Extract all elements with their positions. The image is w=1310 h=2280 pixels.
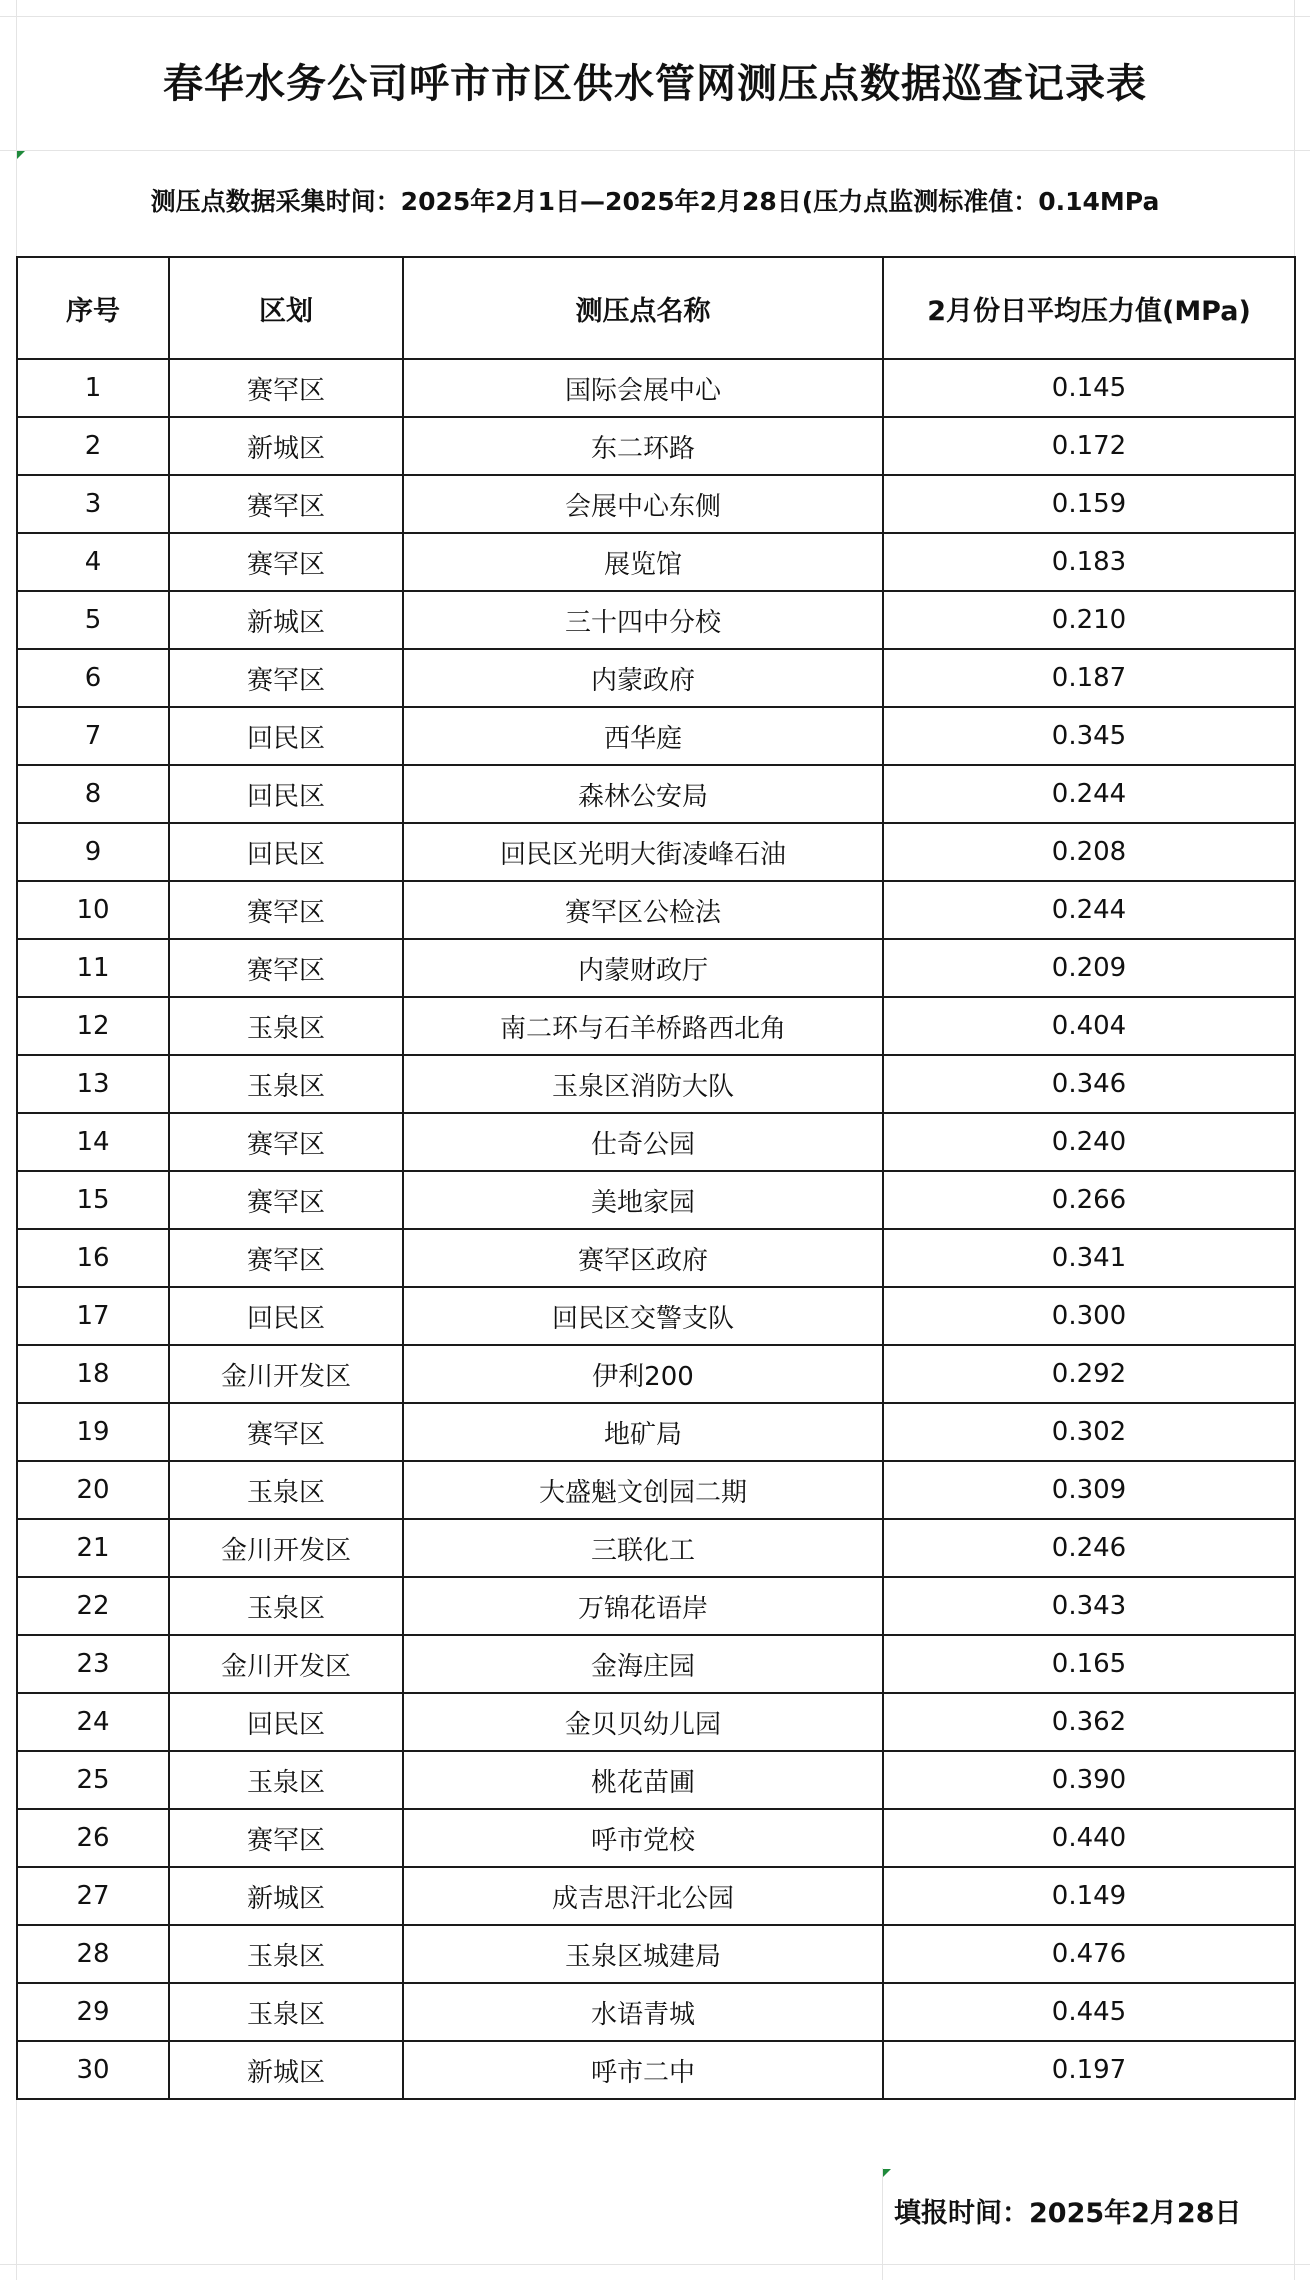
district-cell: 回民区 [169, 765, 403, 823]
table-row [17, 1577, 1295, 1635]
station-name-cell: 呼市二中 [403, 2041, 883, 2099]
district-cell: 金川开发区 [169, 1519, 403, 1577]
table-row [17, 359, 1295, 417]
row-index-cell: 17 [17, 1287, 169, 1345]
district-cell: 新城区 [169, 417, 403, 475]
avg-pressure-cell: 0.159 [883, 475, 1295, 533]
table-row [17, 1925, 1295, 1983]
avg-pressure-cell: 0.244 [883, 881, 1295, 939]
gridline [882, 2168, 883, 2280]
district-cell: 玉泉区 [169, 1983, 403, 2041]
district-cell: 新城区 [169, 2041, 403, 2099]
station-name-cell: 回民区光明大街凌峰石油 [403, 823, 883, 881]
district-cell: 赛罕区 [169, 1809, 403, 1867]
row-index-cell: 27 [17, 1867, 169, 1925]
avg-pressure-cell: 0.145 [883, 359, 1295, 417]
avg-pressure-cell: 0.341 [883, 1229, 1295, 1287]
row-index-cell: 29 [17, 1983, 169, 2041]
row-index-cell: 22 [17, 1577, 169, 1635]
district-cell: 回民区 [169, 1287, 403, 1345]
station-name-cell: 水语青城 [403, 1983, 883, 2041]
row-index-cell: 25 [17, 1751, 169, 1809]
row-index-cell: 1 [17, 359, 169, 417]
avg-pressure-cell: 0.244 [883, 765, 1295, 823]
row-index-cell: 13 [17, 1055, 169, 1113]
station-name-cell: 金贝贝幼儿园 [403, 1693, 883, 1751]
table-row [17, 591, 1295, 649]
row-index-cell: 11 [17, 939, 169, 997]
avg-pressure-cell: 0.208 [883, 823, 1295, 881]
table-row [17, 1635, 1295, 1693]
avg-pressure-cell: 0.309 [883, 1461, 1295, 1519]
table-row [17, 707, 1295, 765]
station-name-cell: 伊利200 [403, 1345, 883, 1403]
station-name-cell: 赛罕区公检法 [403, 881, 883, 939]
row-index-cell: 4 [17, 533, 169, 591]
station-name-cell: 内蒙财政厅 [403, 939, 883, 997]
row-index-cell: 24 [17, 1693, 169, 1751]
row-index-cell: 19 [17, 1403, 169, 1461]
fill-date: 填报时间：2025年2月28日 [894, 2198, 1242, 2229]
table-row [17, 2041, 1295, 2099]
row-index-cell: 7 [17, 707, 169, 765]
district-cell: 玉泉区 [169, 1461, 403, 1519]
table-row [17, 475, 1295, 533]
row-index-cell: 23 [17, 1635, 169, 1693]
avg-pressure-cell: 0.390 [883, 1751, 1295, 1809]
table-row [17, 1693, 1295, 1751]
district-cell: 赛罕区 [169, 359, 403, 417]
district-cell: 回民区 [169, 1693, 403, 1751]
avg-pressure-cell: 0.172 [883, 417, 1295, 475]
table-row [17, 939, 1295, 997]
table-row [17, 1461, 1295, 1519]
table-row [17, 881, 1295, 939]
collection-period-subtitle: 测压点数据采集时间：2025年2月1日—2025年2月28日(压力点监测标准值：0.14MPa [150, 187, 1160, 216]
row-index-cell: 28 [17, 1925, 169, 1983]
station-name-cell: 仕奇公园 [403, 1113, 883, 1171]
district-cell: 玉泉区 [169, 1577, 403, 1635]
station-name-cell: 金海庄园 [403, 1635, 883, 1693]
table-row [17, 1287, 1295, 1345]
station-name-cell: 桃花苗圃 [403, 1751, 883, 1809]
district-cell: 赛罕区 [169, 1403, 403, 1461]
station-name-cell: 呼市党校 [403, 1809, 883, 1867]
row-index-cell: 8 [17, 765, 169, 823]
station-name-cell: 玉泉区消防大队 [403, 1055, 883, 1113]
station-name-cell: 美地家园 [403, 1171, 883, 1229]
row-index-cell: 20 [17, 1461, 169, 1519]
district-cell: 玉泉区 [169, 1751, 403, 1809]
row-index-cell: 21 [17, 1519, 169, 1577]
avg-pressure-cell: 0.404 [883, 997, 1295, 1055]
cell-comment-marker [883, 2169, 891, 2177]
station-name-cell: 西华庭 [403, 707, 883, 765]
station-name-cell: 会展中心东侧 [403, 475, 883, 533]
station-name-cell: 赛罕区政府 [403, 1229, 883, 1287]
table-row [17, 533, 1295, 591]
table-row [17, 1113, 1295, 1171]
avg-pressure-cell: 0.292 [883, 1345, 1295, 1403]
table-row [17, 1345, 1295, 1403]
station-name-cell: 东二环路 [403, 417, 883, 475]
avg-pressure-cell: 0.210 [883, 591, 1295, 649]
district-cell: 赛罕区 [169, 881, 403, 939]
avg-pressure-cell: 0.187 [883, 649, 1295, 707]
cell-comment-marker [17, 151, 25, 159]
table-row [17, 1403, 1295, 1461]
table-row [17, 1867, 1295, 1925]
row-index-cell: 6 [17, 649, 169, 707]
avg-pressure-cell: 0.445 [883, 1983, 1295, 2041]
row-index-cell: 26 [17, 1809, 169, 1867]
station-name-cell: 森林公安局 [403, 765, 883, 823]
avg-pressure-cell: 0.183 [883, 533, 1295, 591]
header-station-name: 测压点名称 [403, 257, 883, 359]
gridline [0, 150, 1310, 151]
district-cell: 玉泉区 [169, 997, 403, 1055]
avg-pressure-cell: 0.149 [883, 1867, 1295, 1925]
pressure-data-table [16, 256, 1296, 2100]
station-name-cell: 地矿局 [403, 1403, 883, 1461]
district-cell: 金川开发区 [169, 1345, 403, 1403]
table-row [17, 1171, 1295, 1229]
row-index-cell: 12 [17, 997, 169, 1055]
row-index-cell: 9 [17, 823, 169, 881]
avg-pressure-cell: 0.440 [883, 1809, 1295, 1867]
avg-pressure-cell: 0.345 [883, 707, 1295, 765]
table-row [17, 1751, 1295, 1809]
station-name-cell: 万锦花语岸 [403, 1577, 883, 1635]
header-district: 区划 [169, 257, 403, 359]
row-index-cell: 30 [17, 2041, 169, 2099]
gridline [0, 2264, 1310, 2265]
page-title: 春华水务公司呼市市区供水管网测压点数据巡查记录表 [163, 61, 1147, 107]
district-cell: 回民区 [169, 707, 403, 765]
district-cell: 赛罕区 [169, 475, 403, 533]
district-cell: 赛罕区 [169, 649, 403, 707]
row-index-cell: 3 [17, 475, 169, 533]
district-cell: 回民区 [169, 823, 403, 881]
avg-pressure-cell: 0.343 [883, 1577, 1295, 1635]
row-index-cell: 5 [17, 591, 169, 649]
row-index-cell: 10 [17, 881, 169, 939]
district-cell: 金川开发区 [169, 1635, 403, 1693]
row-index-cell: 18 [17, 1345, 169, 1403]
district-cell: 新城区 [169, 591, 403, 649]
header-index: 序号 [17, 257, 169, 359]
avg-pressure-cell: 0.240 [883, 1113, 1295, 1171]
station-name-cell: 回民区交警支队 [403, 1287, 883, 1345]
gridline [0, 16, 1310, 17]
table-row [17, 417, 1295, 475]
row-index-cell: 2 [17, 417, 169, 475]
district-cell: 赛罕区 [169, 1113, 403, 1171]
station-name-cell: 三十四中分校 [403, 591, 883, 649]
station-name-cell: 三联化工 [403, 1519, 883, 1577]
table-row [17, 823, 1295, 881]
station-name-cell: 大盛魁文创园二期 [403, 1461, 883, 1519]
station-name-cell: 南二环与石羊桥路西北角 [403, 997, 883, 1055]
table-row [17, 1519, 1295, 1577]
district-cell: 赛罕区 [169, 939, 403, 997]
table-header-row [17, 257, 1295, 359]
table-row [17, 997, 1295, 1055]
district-cell: 玉泉区 [169, 1055, 403, 1113]
table-row [17, 649, 1295, 707]
station-name-cell: 成吉思汗北公园 [403, 1867, 883, 1925]
row-index-cell: 16 [17, 1229, 169, 1287]
district-cell: 玉泉区 [169, 1925, 403, 1983]
avg-pressure-cell: 0.197 [883, 2041, 1295, 2099]
table-row [17, 1229, 1295, 1287]
station-name-cell: 内蒙政府 [403, 649, 883, 707]
avg-pressure-cell: 0.302 [883, 1403, 1295, 1461]
avg-pressure-cell: 0.300 [883, 1287, 1295, 1345]
avg-pressure-cell: 0.362 [883, 1693, 1295, 1751]
avg-pressure-cell: 0.346 [883, 1055, 1295, 1113]
district-cell: 新城区 [169, 1867, 403, 1925]
table-row [17, 1983, 1295, 2041]
row-index-cell: 14 [17, 1113, 169, 1171]
avg-pressure-cell: 0.165 [883, 1635, 1295, 1693]
station-name-cell: 玉泉区城建局 [403, 1925, 883, 1983]
avg-pressure-cell: 0.476 [883, 1925, 1295, 1983]
row-index-cell: 15 [17, 1171, 169, 1229]
station-name-cell: 展览馆 [403, 533, 883, 591]
district-cell: 赛罕区 [169, 1229, 403, 1287]
table-row [17, 1809, 1295, 1867]
avg-pressure-cell: 0.209 [883, 939, 1295, 997]
avg-pressure-cell: 0.246 [883, 1519, 1295, 1577]
station-name-cell: 国际会展中心 [403, 359, 883, 417]
table-row [17, 765, 1295, 823]
avg-pressure-cell: 0.266 [883, 1171, 1295, 1229]
district-cell: 赛罕区 [169, 533, 403, 591]
header-avg-pressure: 2月份日平均压力值(MPa) [883, 257, 1295, 359]
district-cell: 赛罕区 [169, 1171, 403, 1229]
table-row [17, 1055, 1295, 1113]
